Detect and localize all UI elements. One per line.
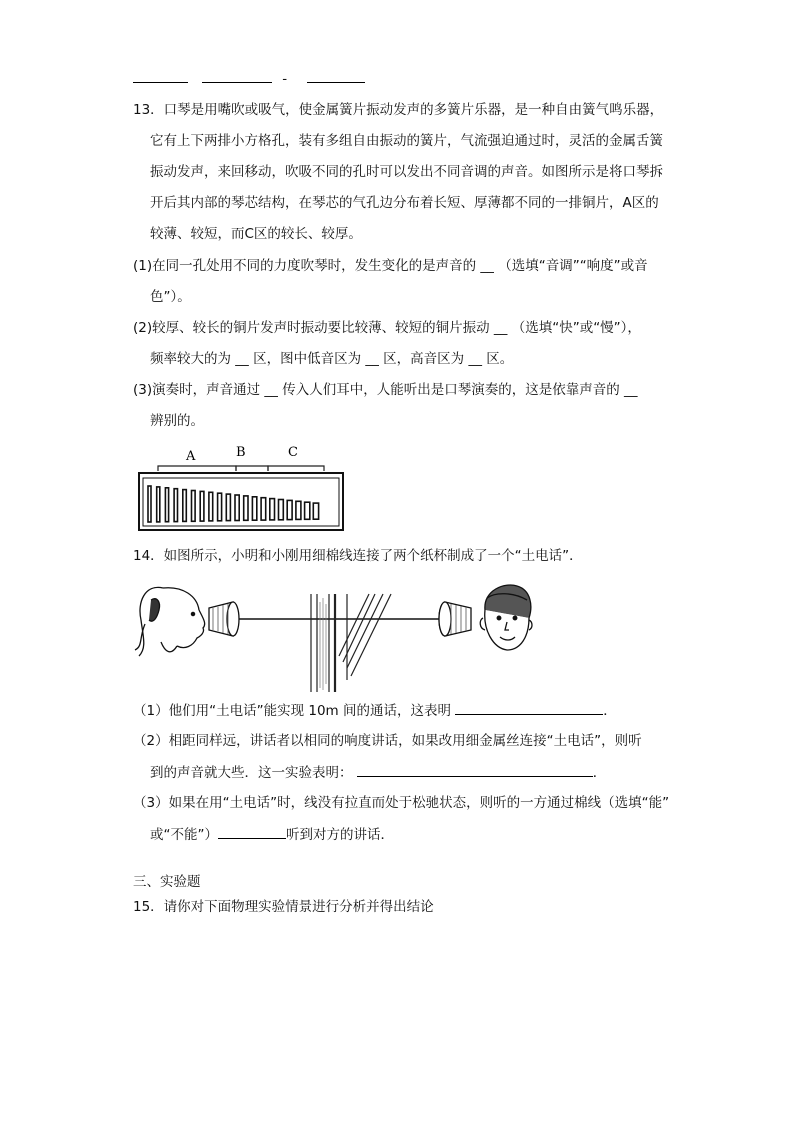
q14-sub3-line: （3）如果在用“土电话”时，线没有拉直而处于松驰状态，则听的一方通过棉线（选填“能” <box>133 795 670 811</box>
q14-sub1 <box>133 700 617 721</box>
q14-sub3-end: 听到对方的讲话． <box>286 827 394 843</box>
q14-sub3-text: 或“不能”） <box>150 827 218 843</box>
q13-text-line: 13．口琴是用嘴吹或吸气，使金属簧片振动发声的多簧片乐器，是一种自由簧气鸣乐器， <box>133 102 664 118</box>
q14-sub3 <box>150 824 394 845</box>
answer-blank <box>202 68 272 83</box>
q13-sub1-line: 色”）。 <box>150 289 191 305</box>
dash-mark: - <box>282 71 288 87</box>
right-paper-cup <box>439 602 471 636</box>
answer-blank <box>307 68 365 83</box>
q14-sub1-text: （1）他们用“土电话”能实现 10m 间的通话，这表明 <box>133 703 451 719</box>
answer-blank <box>218 824 286 839</box>
q14-sub2-text: 到的声音就大些．这一实验表明： <box>150 765 353 781</box>
q13-text-line: 开后其内部的琴芯结构，在琴芯的气孔边分布着长短、厚薄都不同的一排铜片，A区的 <box>150 195 659 211</box>
q13-sub3-line: (3)演奏时，声音通过 __ 传入人们耳中，人能听出是口琴演奏的，这是依靠声音的 __ <box>133 382 638 398</box>
q15-title: 15．请你对下面物理实验情景进行分析并得出结论 <box>133 899 434 915</box>
string-telephone-figure <box>133 580 543 692</box>
q13-sub2-line: (2)较厚、较长的铜片发声时振动要比较薄、较短的铜片振动 __ （选填“快”或“慢”）， <box>133 320 641 336</box>
q14-title: 14．如图所示，小明和小刚用细棉线连接了两个纸杯制成了一个“土电话”． <box>133 548 583 564</box>
section-title: 三、实验题 <box>133 874 201 890</box>
q14-sub2 <box>150 762 606 783</box>
girl-head <box>135 587 205 656</box>
q14-sub2-line: （2）相距同样远，讲话者以相同的响度讲话，如果改用细金属丝连接“土电话”，则听 <box>133 733 642 749</box>
q13-text-line: 振动发声，来回移动，吹吸不同的孔时可以发出不同音调的声音。如图所示是将口琴拆 <box>150 164 663 180</box>
boy-head <box>480 585 532 650</box>
answer-blank <box>455 700 603 715</box>
q13-text-line: 较薄、较短，而C区的较长、较厚。 <box>150 226 362 242</box>
zone-label-b: B <box>236 445 246 460</box>
q13-sub3-line: 辨别的。 <box>150 413 204 429</box>
zone-label-a: A <box>186 449 196 464</box>
previous-answer-blanks <box>133 68 375 89</box>
answer-blank <box>133 68 188 83</box>
q14-sub1-end: ． <box>603 703 617 719</box>
q13-sub1-line: (1)在同一孔处用不同的力度吹琴时，发生变化的是声音的 __ （选填“音调”“响度”或音 <box>133 258 648 274</box>
window-frame <box>311 594 391 692</box>
q13-sub2-line: 频率较大的为 __ 区，图中低音区为 __ 区，高音区为 __ 区。 <box>150 351 514 367</box>
zone-label-c: C <box>288 445 298 460</box>
q14-sub2-end: ． <box>592 765 607 781</box>
answer-blank <box>357 762 593 777</box>
harmonica-core-figure <box>136 440 346 535</box>
q13-text-line: 它有上下两排小方格孔，装有多组自由振动的簧片，气流强迫通过时，灵活的金属舌簧 <box>150 133 663 149</box>
left-paper-cup <box>209 602 239 636</box>
